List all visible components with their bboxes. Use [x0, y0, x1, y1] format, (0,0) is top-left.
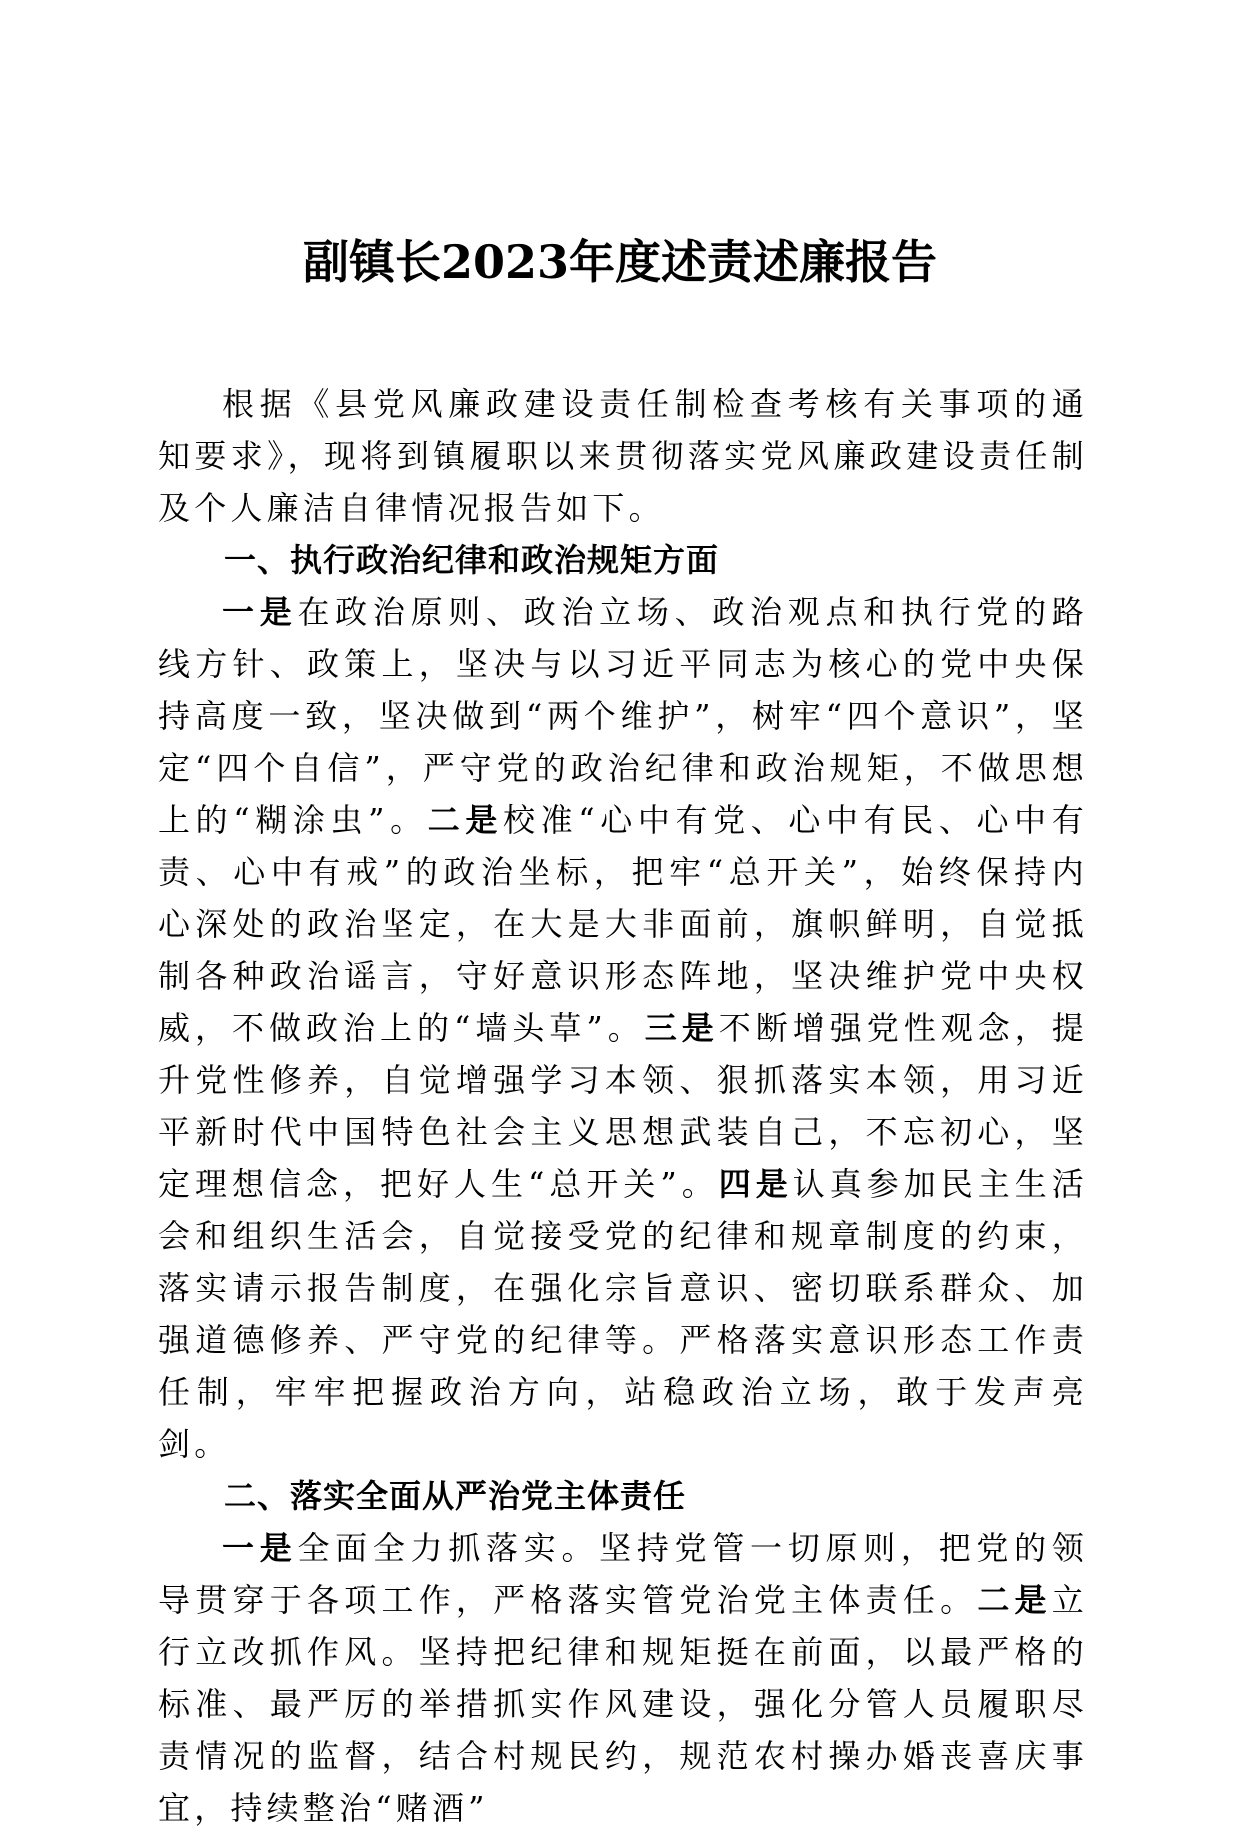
point-label: 四是: [718, 1165, 793, 1203]
section-2-paragraph: [158, 1522, 1088, 1834]
point-label: 一是: [222, 593, 298, 631]
document-title: 副镇长2023年度述责述廉报告: [302, 235, 938, 289]
intro-paragraph: 根据《县党风廉政建设责任制检查考核有关事项的通知要求》，现将到镇履职以来贯彻落实党风廉政建设责任制及个人廉洁自律情况报告如下。: [158, 385, 1088, 527]
section-heading-2: 二、落实全面从严治党主体责任: [224, 1477, 687, 1515]
point-text: 在政治原则、政治立场、政治观点和执行党的路线方针、政策上，坚决与以习近平同志为核心的党中央保持高度一致，坚决做到“两个维护”，树牢“四个意识”，坚定“四个自信”，严守党的政治纪律和政治规矩，不做思想上的“糊涂虫”。: [158, 593, 1088, 839]
point-text: 立行立改抓作风。坚持把纪律和规矩挺在前面，以最严格的标准、最严厉的举措抓实作风建设，强化分管人员履职尽责情况的监督，结合村规民约，规范农村操办婚丧喜庆事宜，持续整治“赌酒”: [158, 1581, 1088, 1827]
point-text: 认真参加民主生活会和组织生活会，自觉接受党的纪律和规章制度的约束，落实请示报告制度，在强化宗旨意识、密切联系群众、加强道德修养、严守党的纪律等。严格落实意识形态工作责任制，牢牢把握政治方向，站稳政治立场，敢于发声亮剑。: [158, 1165, 1088, 1463]
point-label: 一是: [222, 1529, 298, 1567]
point-text: 不断增强党性观念，提升党性修养，自觉增强学习本领、狠抓落实本领，用习近平新时代中国特色社会主义思想武装自己，不忘初心，坚定理想信念，把好人生“总开关”。: [158, 1009, 1088, 1203]
section-heading-1: 一、执行政治纪律和政治规矩方面: [224, 541, 720, 579]
document-body: [158, 378, 1088, 1834]
point-label: 三是: [644, 1009, 719, 1047]
point-label: 二是: [977, 1581, 1052, 1619]
point-label: 二是: [427, 801, 504, 839]
point-text: 校准“心中有党、心中有民、心中有责、心中有戒”的政治坐标，把牢“总开关”，始终保持内心深处的政治坚定，在大是大非面前，旗帜鲜明，自觉抵制各种政治谣言，守好意识形态阵地，坚决维护党中央权威，不做政治上的“墙头草”。: [158, 801, 1088, 1047]
section-1-paragraph: [158, 586, 1088, 1470]
point-text: 全面全力抓落实。坚持党管一切原则，把党的领导贯穿于各项工作，严格落实管党治党主体责任。: [158, 1529, 1088, 1619]
